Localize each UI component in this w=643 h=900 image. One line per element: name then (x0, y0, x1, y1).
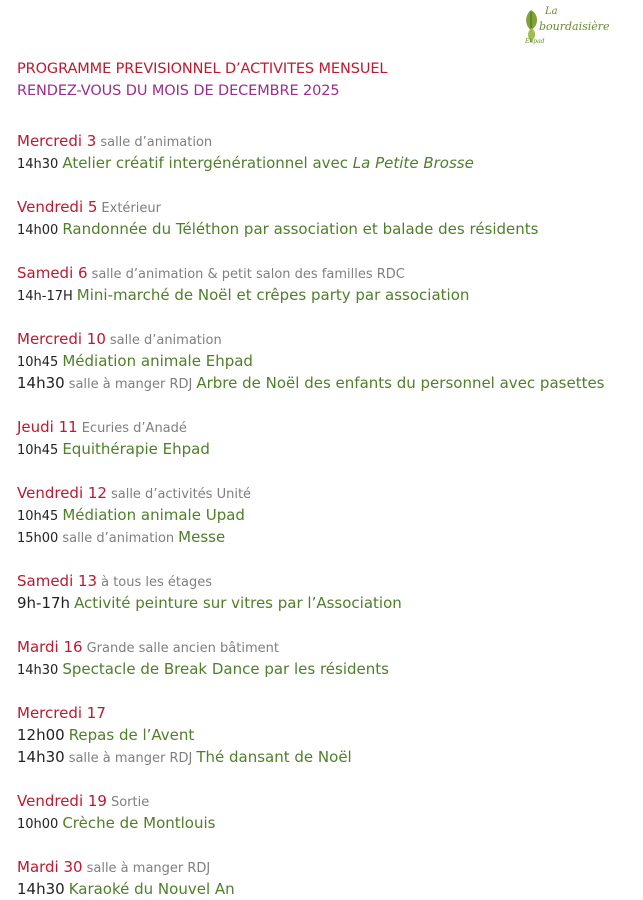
event-location: Extérieur (101, 201, 161, 216)
event-title-text: Repas de l’Avent (68, 726, 195, 744)
event-location: Grande salle ancien bâtiment (86, 641, 279, 656)
event-item (17, 284, 637, 306)
event-item (17, 372, 637, 394)
event-title (178, 528, 225, 546)
event-day-line (17, 570, 637, 592)
program-title: PROGRAMME PREVISIONNEL D’ACTIVITES MENSUEL (17, 61, 388, 77)
event-time: 12h00 (17, 726, 65, 744)
event-location: Ecuries d’Anadé (81, 421, 187, 436)
event-title-text: Médiation animale Upad (62, 506, 245, 524)
event-title (77, 286, 470, 304)
event-item (17, 438, 637, 460)
event-title-text: Activité peinture sur vitres par l’Association (74, 594, 402, 612)
event-time: 10h45 (17, 443, 59, 458)
event-title-text: Médiation animale Ehpad (62, 352, 253, 370)
event-block (17, 262, 637, 306)
event-time: 10h00 (17, 817, 59, 832)
event-item (17, 878, 637, 900)
event-block (17, 130, 637, 174)
event-title (62, 352, 253, 370)
event-time: 15h00 (17, 531, 59, 546)
event-title-text: Equithérapie Ehpad (62, 440, 210, 458)
event-location: salle d’animation (100, 135, 213, 150)
event-block (17, 196, 637, 240)
event-block (17, 790, 637, 834)
logo-text-main: bourdaisière (539, 20, 610, 33)
event-block (17, 482, 637, 548)
event-location: salle d’animation (109, 333, 222, 348)
event-item-location: salle à manger RDJ (68, 377, 193, 392)
event-title (69, 726, 195, 744)
logo (519, 6, 610, 48)
event-item (17, 504, 637, 526)
event-day-line (17, 196, 637, 218)
event-time: 14h-17H (17, 289, 73, 304)
event-title (62, 506, 245, 524)
event-title-text: Atelier créatif intergénérationnel avec (62, 154, 353, 172)
event-title-text: Arbre de Noël des enfants du personnel avec pasettes (196, 374, 605, 392)
event-title-italic: La Petite Brosse (352, 154, 474, 172)
event-block (17, 856, 637, 900)
event-title (196, 374, 604, 392)
event-location: Sortie (110, 795, 150, 810)
event-title (196, 748, 351, 766)
event-day: Mercredi 17 (17, 704, 106, 722)
event-item-location: salle d’animation (62, 531, 175, 546)
event-item-location: salle à manger RDJ (68, 751, 193, 766)
event-block (17, 570, 637, 614)
event-item (17, 592, 637, 614)
event-title-text: Karaoké du Nouvel An (68, 880, 235, 898)
event-time: 14h30 (17, 374, 65, 392)
event-time: 9h-17h (17, 594, 71, 612)
event-day-line (17, 262, 637, 284)
event-day-line (17, 482, 637, 504)
event-title (74, 594, 402, 612)
logo-text-sub: Ehpad (525, 38, 545, 45)
event-location: salle d’activités Unité (110, 487, 252, 502)
event-day-line (17, 702, 637, 724)
event-day: Mardi 16 (17, 638, 83, 656)
event-block (17, 328, 637, 394)
event-title (62, 154, 473, 172)
event-time: 14h30 (17, 748, 65, 766)
event-time: 14h00 (17, 223, 59, 238)
event-day: Vendredi 5 (17, 198, 98, 216)
event-title-text: Randonnée du Téléthon par association et balade des résidents (62, 220, 539, 238)
event-block (17, 416, 637, 460)
event-block (17, 702, 637, 768)
event-day-line (17, 856, 637, 878)
event-title (62, 220, 538, 238)
event-title-text: Crèche de Montlouis (62, 814, 216, 832)
logo-text-la: La (545, 6, 558, 17)
event-title (62, 660, 389, 678)
event-block (17, 636, 637, 680)
event-day: Samedi 13 (17, 572, 98, 590)
event-day: Vendredi 12 (17, 484, 107, 502)
event-day: Mercredi 3 (17, 132, 97, 150)
program-subtitle: RENDEZ-VOUS DU MOIS DE DECEMBRE 2025 (17, 83, 340, 99)
event-list (17, 130, 637, 900)
event-item (17, 152, 637, 174)
event-day-line (17, 416, 637, 438)
event-item (17, 218, 637, 240)
event-item (17, 812, 637, 834)
event-day: Vendredi 19 (17, 792, 107, 810)
event-item (17, 526, 637, 548)
event-item (17, 350, 637, 372)
event-day: Jeudi 11 (17, 418, 78, 436)
event-item (17, 724, 637, 746)
event-title (69, 880, 235, 898)
event-title-text: Mini-marché de Noël et crêpes party par association (76, 286, 470, 304)
event-time: 10h45 (17, 355, 59, 370)
event-location: salle d’animation & petit salon des familles RDC (91, 267, 405, 282)
event-title-text: Spectacle de Break Dance par les résidents (62, 660, 389, 678)
event-time: 14h30 (17, 880, 65, 898)
event-day: Mardi 30 (17, 858, 83, 876)
event-title (62, 440, 210, 458)
event-item (17, 658, 637, 680)
event-title-text: Messe (178, 528, 226, 546)
event-title-text: Thé dansant de Noël (196, 748, 352, 766)
event-time: 10h45 (17, 509, 59, 524)
event-day-line (17, 130, 637, 152)
event-day-line (17, 790, 637, 812)
event-time: 14h30 (17, 663, 59, 678)
event-day-line (17, 328, 637, 350)
event-title (62, 814, 215, 832)
event-day-line (17, 636, 637, 658)
event-time: 14h30 (17, 157, 59, 172)
event-location: à tous les étages (101, 575, 213, 590)
event-day: Samedi 6 (17, 264, 88, 282)
event-location: salle à manger RDJ (86, 861, 211, 876)
event-item (17, 746, 637, 768)
event-day: Mercredi 10 (17, 330, 106, 348)
